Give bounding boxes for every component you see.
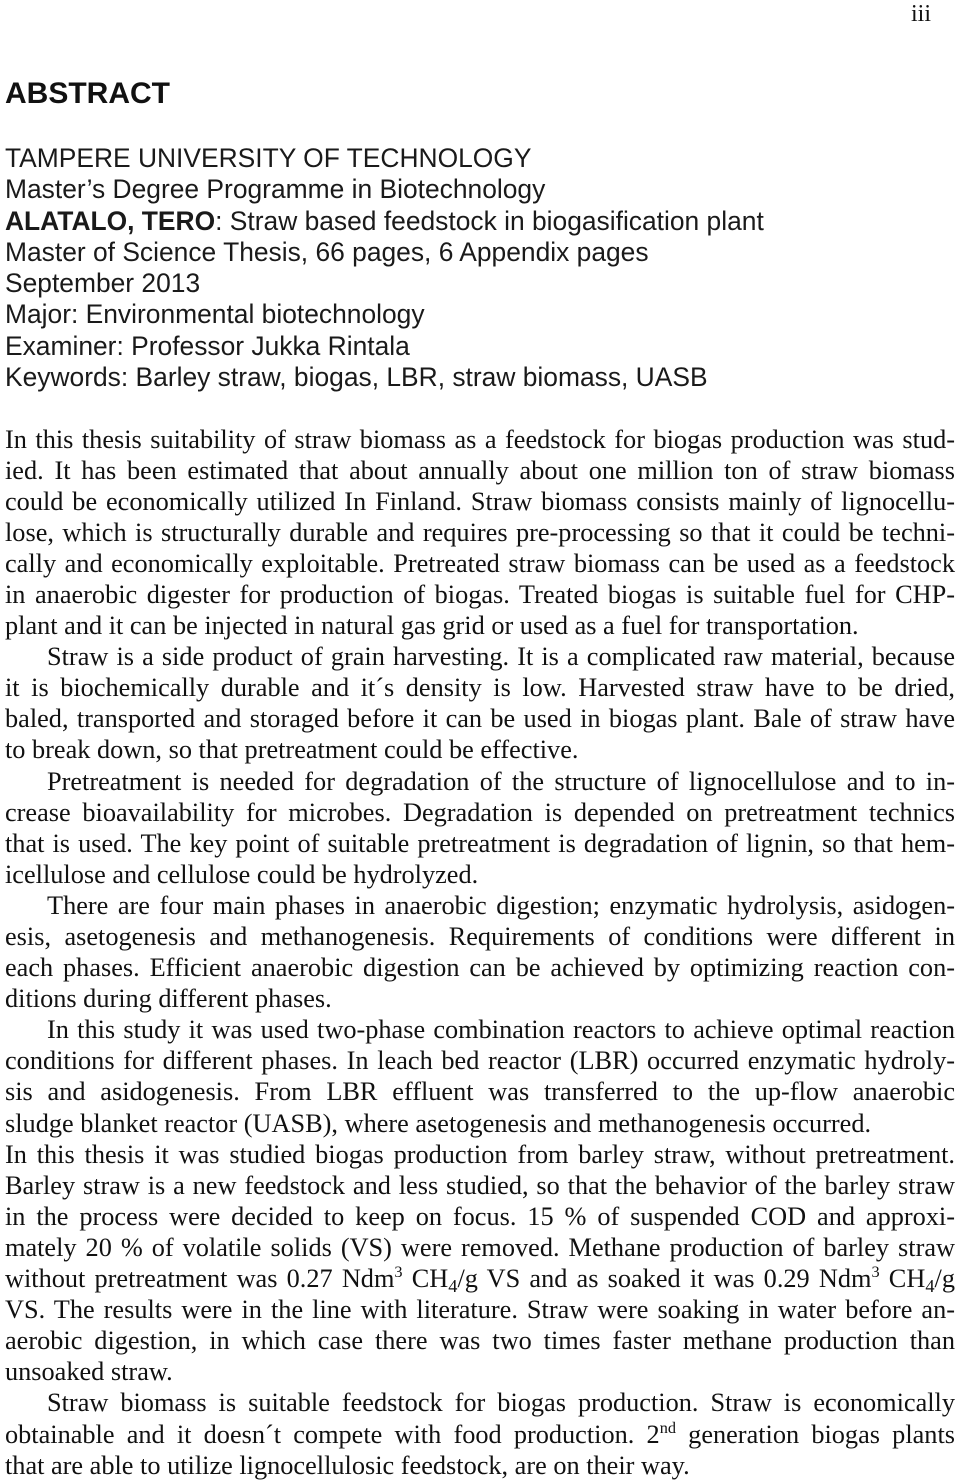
body-line: Pretreatment is needed for degradation of the structure of lignocellulose and to in- bbox=[47, 766, 955, 796]
abstract-heading: ABSTRACT bbox=[5, 77, 170, 110]
body-line: conditions for different phases. In leach bed reactor (LBR) occurred enzymatic hydroly- bbox=[5, 1046, 955, 1076]
body-line: In this study it was used two-phase combination reactors to achieve optimal reaction bbox=[47, 1015, 955, 1045]
body-line: In this thesis it was studied biogas production from barley straw, without pretreatment. bbox=[5, 1139, 955, 1169]
body-line: ditions during different phases. bbox=[5, 984, 332, 1014]
thesis-info-line: Master of Science Thesis, 66 pages, 6 Appendix pages bbox=[5, 236, 649, 267]
body-line: VS. The results were in the line with literature. Straw were soaking in water before an- bbox=[5, 1295, 955, 1325]
body-line-generation bbox=[5, 1419, 955, 1450]
body-line: lose, which is structurally durable and requires pre-processing so that it could be techni- bbox=[5, 517, 955, 547]
author-title-line bbox=[5, 206, 955, 237]
body-line: that is used. The key point of suitable pretreatment is degradation of lignin, so that hem- bbox=[5, 828, 955, 858]
examiner-line: Examiner: Professor Jukka Rintala bbox=[5, 330, 410, 361]
body-line: plant and it can be injected in natural gas grid or used as a fuel for transportation. bbox=[5, 611, 859, 641]
author-name: ALATALO, TERO bbox=[5, 205, 216, 236]
line-segment: CH bbox=[402, 1264, 449, 1294]
body-line: baled, transported and storaged before it can be used in biogas plant. Bale of straw have bbox=[5, 704, 955, 734]
body-line: sis and asidogenesis. From LBR effluent was transferred to the up-flow anaerobic bbox=[5, 1077, 955, 1107]
body-line: in anaerobic digester for production of biogas. Treated biogas is suitable fuel for CHP- bbox=[5, 579, 955, 609]
body-line-methane-yield bbox=[5, 1263, 955, 1294]
line-segment: obtainable and it doesn´t compete with food production. 2 bbox=[5, 1419, 660, 1449]
line-segment: generation biogas plants bbox=[675, 1419, 955, 1449]
body-line: crease bioavailability for microbes. Degradation is depended on pretreatment technics bbox=[5, 797, 955, 827]
line-segment: without pretreatment was 0.27 Ndm bbox=[5, 1264, 395, 1294]
body-line: in the process were decided to keep on focus. 15 % of suspended COD and approxi- bbox=[5, 1201, 955, 1231]
body-line: In this thesis suitability of straw biomass as a feedstock for biogas production was stud- bbox=[5, 424, 955, 454]
major-line: Major: Environmental biotechnology bbox=[5, 299, 425, 330]
line-segment: CH bbox=[879, 1264, 926, 1294]
university-line: TAMPERE UNIVERSITY OF TECHNOLOGY bbox=[5, 143, 532, 173]
body-line: unsoaked straw. bbox=[5, 1357, 173, 1387]
body-line: sludge blanket reactor (UASB), where asetogenesis and methanogenesis occurred. bbox=[5, 1108, 872, 1138]
body-line: esis, asetogenesis and methanogenesis. Requirements of conditions were different in bbox=[5, 922, 955, 951]
superscript: 3 bbox=[394, 1262, 403, 1282]
line-segment: /g bbox=[934, 1264, 955, 1294]
body-line: could be economically utilized In Finland. Straw biomass consists mainly of lignocellu- bbox=[5, 486, 955, 516]
body-line: aerobic digestion, in which case there was two times faster methane production than bbox=[5, 1326, 955, 1356]
line-segment: /g VS and as soaked it was 0.29 Ndm bbox=[457, 1264, 872, 1294]
body-line: icellulose and cellulose could be hydrolyzed. bbox=[5, 859, 479, 889]
thesis-header bbox=[5, 143, 955, 393]
abstract-body bbox=[5, 424, 955, 1481]
body-line: each phases. Efficient anaerobic digestion can be achieved by optimizing reaction con- bbox=[5, 953, 955, 983]
body-line: Straw biomass is suitable feedstock for biogas production. Straw is economically bbox=[47, 1388, 955, 1418]
body-line: that are able to utilize lignocellulosic feedstock, are on their way. bbox=[5, 1450, 690, 1480]
subscript: 4 bbox=[448, 1275, 458, 1296]
subscript: 4 bbox=[925, 1275, 935, 1296]
page-number: iii bbox=[910, 1, 931, 27]
body-line: to break down, so that pretreatment could be effective. bbox=[5, 735, 579, 765]
superscript: 3 bbox=[871, 1262, 880, 1282]
body-line: mately 20 % of volatile solids (VS) were removed. Methane production of barley straw bbox=[5, 1232, 955, 1262]
body-line: it is biochemically durable and it´s density is low. Harvested straw have to be dried, bbox=[5, 673, 955, 703]
body-line: cally and economically exploitable. Pretreated straw biomass can be used as a feedstock bbox=[5, 548, 955, 578]
programme-line: Master’s Degree Programme in Biotechnology bbox=[5, 174, 546, 205]
body-line: Barley straw is a new feedstock and less studied, so that the behavior of the barley straw bbox=[5, 1170, 955, 1200]
superscript: nd bbox=[659, 1417, 676, 1437]
keywords-line: Keywords: Barley straw, biogas, LBR, straw biomass, UASB bbox=[5, 362, 708, 393]
thesis-title: : Straw based feedstock in biogasification plant bbox=[215, 205, 764, 236]
body-line: There are four main phases in anaerobic digestion; enzymatic hydrolysis, asidogen- bbox=[47, 890, 955, 920]
body-line: ied. It has been estimated that about annually about one million ton of straw biomass bbox=[5, 455, 955, 485]
body-line: Straw is a side product of grain harvesting. It is a complicated raw material, because bbox=[47, 642, 955, 672]
date-line: September 2013 bbox=[5, 268, 201, 299]
